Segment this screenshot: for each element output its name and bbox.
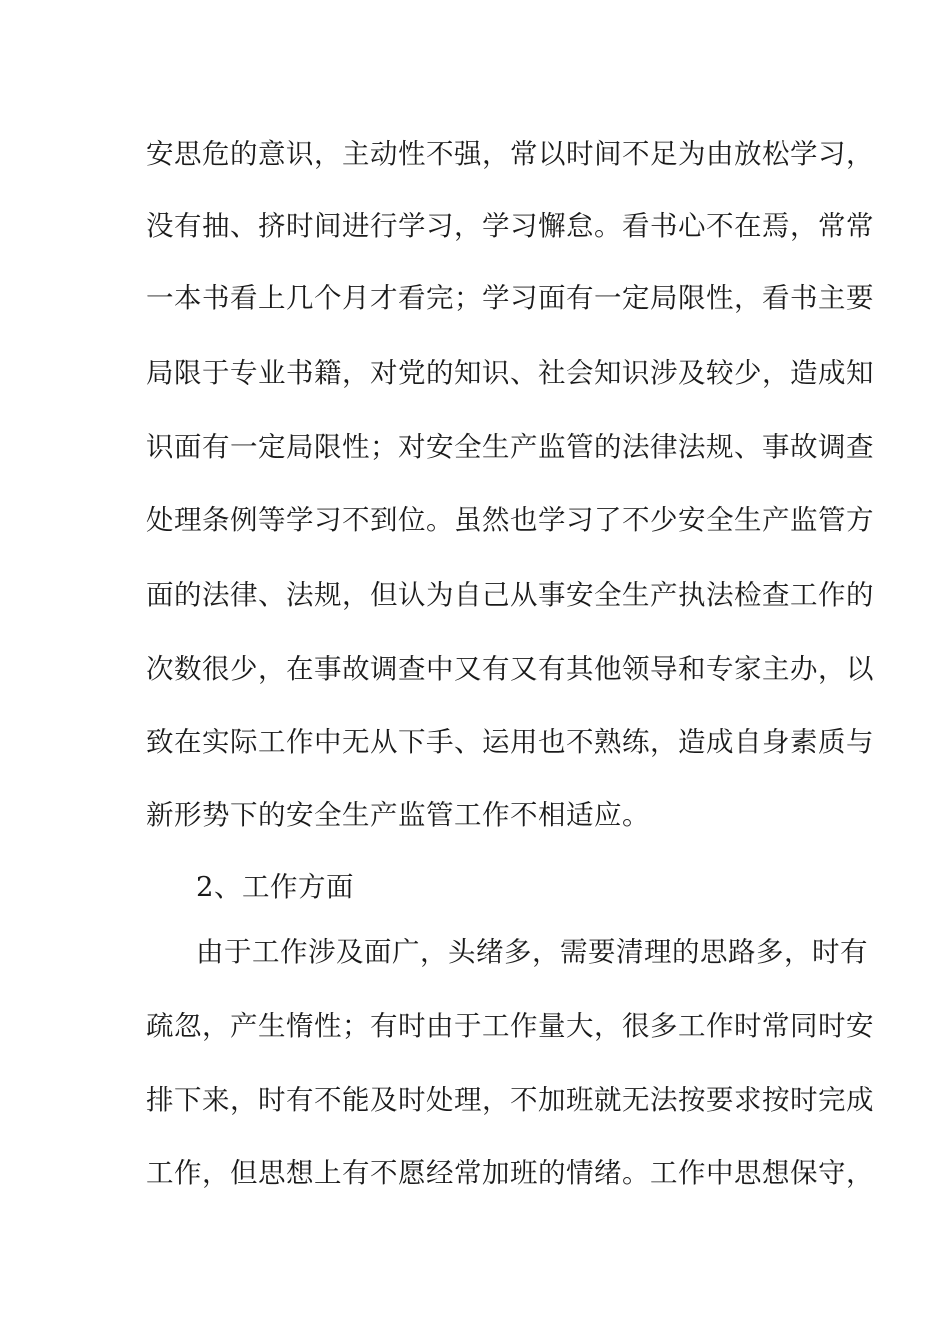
text-line: 新形势下的安全生产监管工作不相适应。 (146, 799, 650, 831)
section-heading: 2、工作方面 (196, 871, 354, 903)
text-line: 识面有一定局限性；对安全生产监管的法律法规、事故调查 (146, 431, 874, 463)
text-line: 致在实际工作中无从下手、运用也不熟练，造成自身素质与 (146, 726, 874, 758)
text-line: 一本书看上几个月才看完；学习面有一定局限性，看书主要 (146, 282, 874, 314)
text-line: 疏忽，产生惰性；有时由于工作量大，很多工作时常同时安 (146, 1010, 874, 1042)
text-line: 安思危的意识，主动性不强，常以时间不足为由放松学习， (146, 138, 874, 170)
text-line: 由于工作涉及面广，头绪多，需要清理的思路多，时有 (196, 936, 868, 968)
text-line: 排下来，时有不能及时处理，不加班就无法按要求按时完成 (146, 1084, 874, 1116)
text-line: 没有抽、挤时间进行学习，学习懈怠。看书心不在焉，常常 (146, 210, 874, 242)
text-line: 面的法律、法规，但认为自己从事安全生产执法检查工作的 (146, 579, 874, 611)
text-line: 工作，但思想上有不愿经常加班的情绪。工作中思想保守， (146, 1157, 874, 1189)
text-line: 处理条例等学习不到位。虽然也学习了不少安全生产监管方 (146, 504, 874, 536)
text-line: 局限于专业书籍，对党的知识、社会知识涉及较少，造成知 (146, 357, 874, 389)
text-line: 次数很少，在事故调查中又有又有其他领导和专家主办，以 (146, 653, 874, 685)
